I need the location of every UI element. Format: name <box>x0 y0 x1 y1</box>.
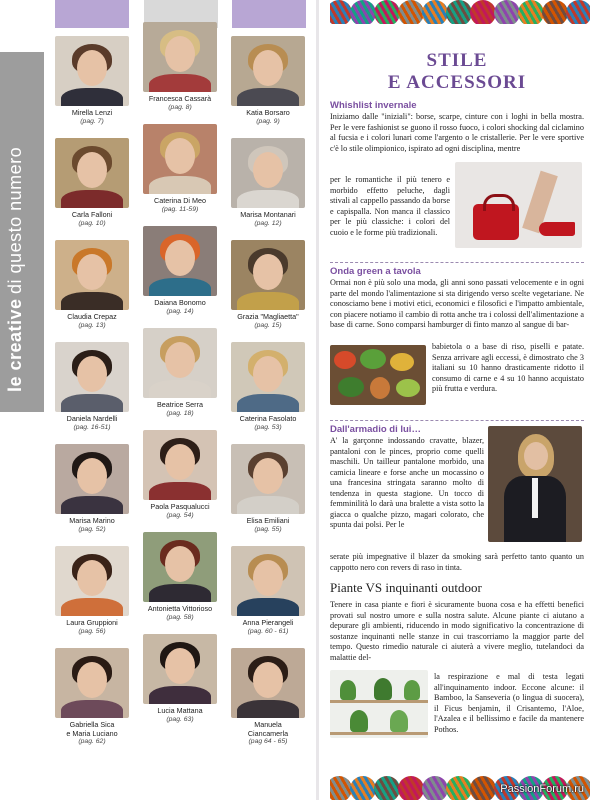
sidebar-title-bold: le creative <box>5 298 25 392</box>
watermark: PassionForum.ru <box>500 783 584 795</box>
creative-name: Caterina Fasolato <box>239 414 297 423</box>
portrait-photo <box>143 430 217 500</box>
page-gutter <box>316 0 319 800</box>
section-heading-green: Onda green a tavola <box>330 266 421 277</box>
creative-name: Grazia "Magliaetta" <box>237 312 299 321</box>
creative-name: Paola Pasqualucci <box>150 502 210 511</box>
creative-card <box>228 138 308 228</box>
section-text-green-b: babietola o a base di riso, piselli e patate. Senza arrivare agli eccessi, è dimostrato che 3 italiani su 10 hanno drasticamente ridotto il consumo di carne e 4 su 10 hanno acquistato più frutta e verdura. <box>432 342 584 393</box>
portrait-photo <box>231 546 305 616</box>
yarn-ball <box>330 776 352 800</box>
portrait-photo <box>55 342 129 412</box>
creative-card <box>228 240 308 330</box>
creative-card <box>228 444 308 534</box>
creative-card <box>52 240 132 330</box>
yarn-ball <box>350 776 376 800</box>
portrait-photo <box>55 546 129 616</box>
plants-shelf-photo <box>330 670 428 738</box>
yarn-ball <box>446 0 472 24</box>
creative-name: Beatrice Serra <box>157 400 203 409</box>
sidebar-title <box>5 32 26 392</box>
portrait-photo <box>55 36 129 106</box>
yarn-strip-top <box>330 0 590 24</box>
creative-card <box>52 648 132 746</box>
creative-page-ref: (pag. 15) <box>254 321 282 329</box>
creative-page-ref: (pag. 62) <box>78 738 106 745</box>
creative-page-ref: (pag. 55) <box>254 525 282 533</box>
portrait-photo <box>55 240 129 310</box>
portrait-photo <box>231 342 305 412</box>
creative-page-ref: (pag. 53) <box>254 423 282 431</box>
creative-card <box>52 546 132 636</box>
creative-name: Laura Gruppioni <box>66 618 118 627</box>
title-line-2: E ACCESSORI <box>387 72 527 93</box>
creative-page-ref: (pag. 60 - 61) <box>247 627 289 635</box>
creative-page-ref: (pag. 13) <box>78 321 106 329</box>
creative-card <box>140 328 220 418</box>
yarn-ball <box>398 776 424 800</box>
creative-page-ref: (pag. 9) <box>256 117 280 125</box>
yarn-ball <box>374 0 400 24</box>
section-divider-2 <box>330 420 584 421</box>
red-bag-shoes-photo <box>455 162 582 248</box>
creative-name: Elisa Emiliani <box>246 516 290 525</box>
section-heading-plants: Piante VS inquinanti outdoor <box>330 580 482 595</box>
portrait-photo <box>231 444 305 514</box>
vegetables-photo <box>330 345 426 405</box>
creative-name: Marisa Montanari <box>240 210 296 219</box>
yarn-ball <box>518 0 544 24</box>
creative-name: Anna Pierangeli <box>242 618 294 627</box>
yarn-ball <box>398 0 424 24</box>
portrait-photo <box>55 648 129 718</box>
creative-page-ref: (pag 64 - 65) <box>248 738 288 745</box>
portrait-photo <box>231 240 305 310</box>
creative-page-ref: (pag. 14) <box>166 307 194 315</box>
creative-card <box>140 634 220 724</box>
creative-page-ref: (pag. 7) <box>80 117 104 125</box>
creative-page-ref: (pag. 16-51) <box>73 423 111 431</box>
creative-page-ref: (pag. 54) <box>166 511 194 519</box>
lavender-bar-left <box>55 0 129 28</box>
section-text-wishlist-a: Iniziamo dalle "iniziali": borse, scarpe, cinture con i loghi in bella mostra. Per le vere fashionist se guono il rosso fuoco, i colori shocking dal ciclamino al fucsia e i colori lunari come l'argento o le cristallerie. Per le vere sportive c'è lo stile olimpionico, ispirato ad ogni disciplina, mentre <box>330 112 584 153</box>
creative-name: Manuela Ciancamerla <box>247 720 289 738</box>
creative-name: Daiana Bonomo <box>154 298 206 307</box>
portrait-photo <box>55 444 129 514</box>
creative-card <box>52 342 132 432</box>
suit-woman-photo <box>488 426 582 542</box>
creative-page-ref: (pag. 63) <box>166 715 194 723</box>
creative-page-ref: (pag. 58) <box>166 613 194 621</box>
section-heading-wardrobe: Dall'armadio di lui… <box>330 424 421 435</box>
portrait-photo <box>143 634 217 704</box>
section-text-wardrobe-b: serate più impegnative il blazer da smoking sarà perfetto tanto quanto un cappotto nero con revers di raso in tinta. <box>330 552 584 572</box>
yarn-ball <box>470 0 496 24</box>
creative-card <box>140 22 220 112</box>
section-divider-1 <box>330 262 584 263</box>
creative-name: Francesca Cassarà <box>148 94 212 103</box>
portrait-photo <box>143 226 217 296</box>
creative-card <box>228 546 308 636</box>
article-title <box>330 50 584 94</box>
creative-page-ref: (pag. 8) <box>168 103 192 111</box>
yarn-ball <box>330 0 352 24</box>
creative-card <box>52 138 132 228</box>
lavender-bar-right <box>232 0 306 28</box>
yarn-ball <box>542 0 568 24</box>
yarn-ball <box>350 0 376 24</box>
portrait-photo <box>231 36 305 106</box>
portrait-photo <box>143 124 217 194</box>
creative-name: Mirella Lenzi <box>71 108 113 117</box>
creative-name: Katia Borsaro <box>246 108 290 117</box>
yarn-ball <box>494 0 520 24</box>
creative-card <box>52 36 132 126</box>
creative-name: Lucia Mattana <box>157 706 203 715</box>
section-text-wardrobe-a: A' la garçonne indossando cravatte, blazer, pantaloni con le pinces, proprio come quelli maschili. Un tailleur pantalone morbido, una camicia lineare e forse anche un mocassino o una francesina stringata saranno molto di tendenza in questa stagione. Un tocco di femminilità lo darà una bralette a vista sotto la giacca o qualche pizzo, magari colorato, che spunta dai polsi. Per le <box>330 436 484 529</box>
yarn-ball <box>374 776 400 800</box>
section-text-plants-a: Tenere in casa piante e fiori è sicuramente buona cosa e ha effetti benefici provati sul nostro umore e sulla nostra salute. Alcune piante ci aiutano a depurare gli ambienti, riducendo in modo significativo la concentrazione di sostanze inquinanti nelle stanze in cui trascorriamo la maggior parte del tempo. Questo rimedio naturale ci aiuterà a vivere meglio, tutelandoci da malattie del- <box>330 600 584 662</box>
creative-page-ref: (pag. 11-59) <box>161 205 199 213</box>
portrait-photo <box>231 648 305 718</box>
portrait-photo <box>55 138 129 208</box>
title-line-1: STILE <box>426 50 488 71</box>
creative-page-ref: (pag. 56) <box>78 627 106 635</box>
creative-name: Gabriella Sica e Maria Luciano <box>66 720 118 738</box>
sidebar-title-light: di questo numero <box>5 146 25 294</box>
creative-page-ref: (pag. 52) <box>78 525 106 533</box>
portrait-photo <box>231 138 305 208</box>
section-heading-wishlist: Whishlist invernale <box>330 100 417 111</box>
creative-card <box>140 532 220 622</box>
creative-name: Marisa Marino <box>69 516 115 525</box>
creative-card <box>52 444 132 534</box>
creative-card <box>140 124 220 214</box>
creative-name: Carla Falloni <box>71 210 113 219</box>
creative-card <box>140 430 220 520</box>
yarn-ball <box>422 0 448 24</box>
creative-name: Antonietta Vittorioso <box>147 604 213 613</box>
creative-page-ref: (pag. 10) <box>78 219 106 227</box>
creative-name: Caterina Di Meo <box>154 196 206 205</box>
portrait-photo <box>143 532 217 602</box>
creative-page-ref: (pag. 12) <box>254 219 282 227</box>
section-text-wishlist-b: per le romantiche il più tenero e morbido effetto peluche, dagli stivali al cappello passando da borse e capispalla. Non manca il classico per le più classiche: i colori del cuoio e le forme più tradizionali. <box>330 175 450 237</box>
creative-card <box>140 226 220 316</box>
creative-card <box>228 36 308 126</box>
section-text-plants-b: la respirazione e mal di testa legati all'inquinamento indoor. Eccone alcune: il Bamboo, la Sanseveria (o lingua di suocera), il Ficus benjamin, il Crisantemo, l'Aloe, l'Azalea e il bellissimo e facile da mantenere Pothos. <box>434 672 584 734</box>
creative-card <box>228 342 308 432</box>
creative-card <box>228 648 308 746</box>
creative-name: Claudia Crepaz <box>67 312 117 321</box>
yarn-ball <box>470 776 496 800</box>
section-text-green-a: Ormai non è più solo una moda, gli anni sono passati velocemente e in ogni parte del mondo l'alimentazione si sta dirigendo verso scelte vegetariane. Ne conosciamo bene i motivi etici, economici e filosofici e l'impatto ambientale, con piacere notiamo il cambio di rotta anche tra i colossi dell'alimentazione a base di carne. Sono comparsi hamburger di finto manzo al sangue di bar- <box>330 278 584 329</box>
yarn-ball <box>566 0 590 24</box>
creative-name: Daniela Nardelli <box>66 414 118 423</box>
portrait-photo <box>143 22 217 92</box>
creative-page-ref: (pag. 18) <box>166 409 194 417</box>
portrait-photo <box>143 328 217 398</box>
yarn-ball <box>446 776 472 800</box>
yarn-ball <box>422 776 448 800</box>
